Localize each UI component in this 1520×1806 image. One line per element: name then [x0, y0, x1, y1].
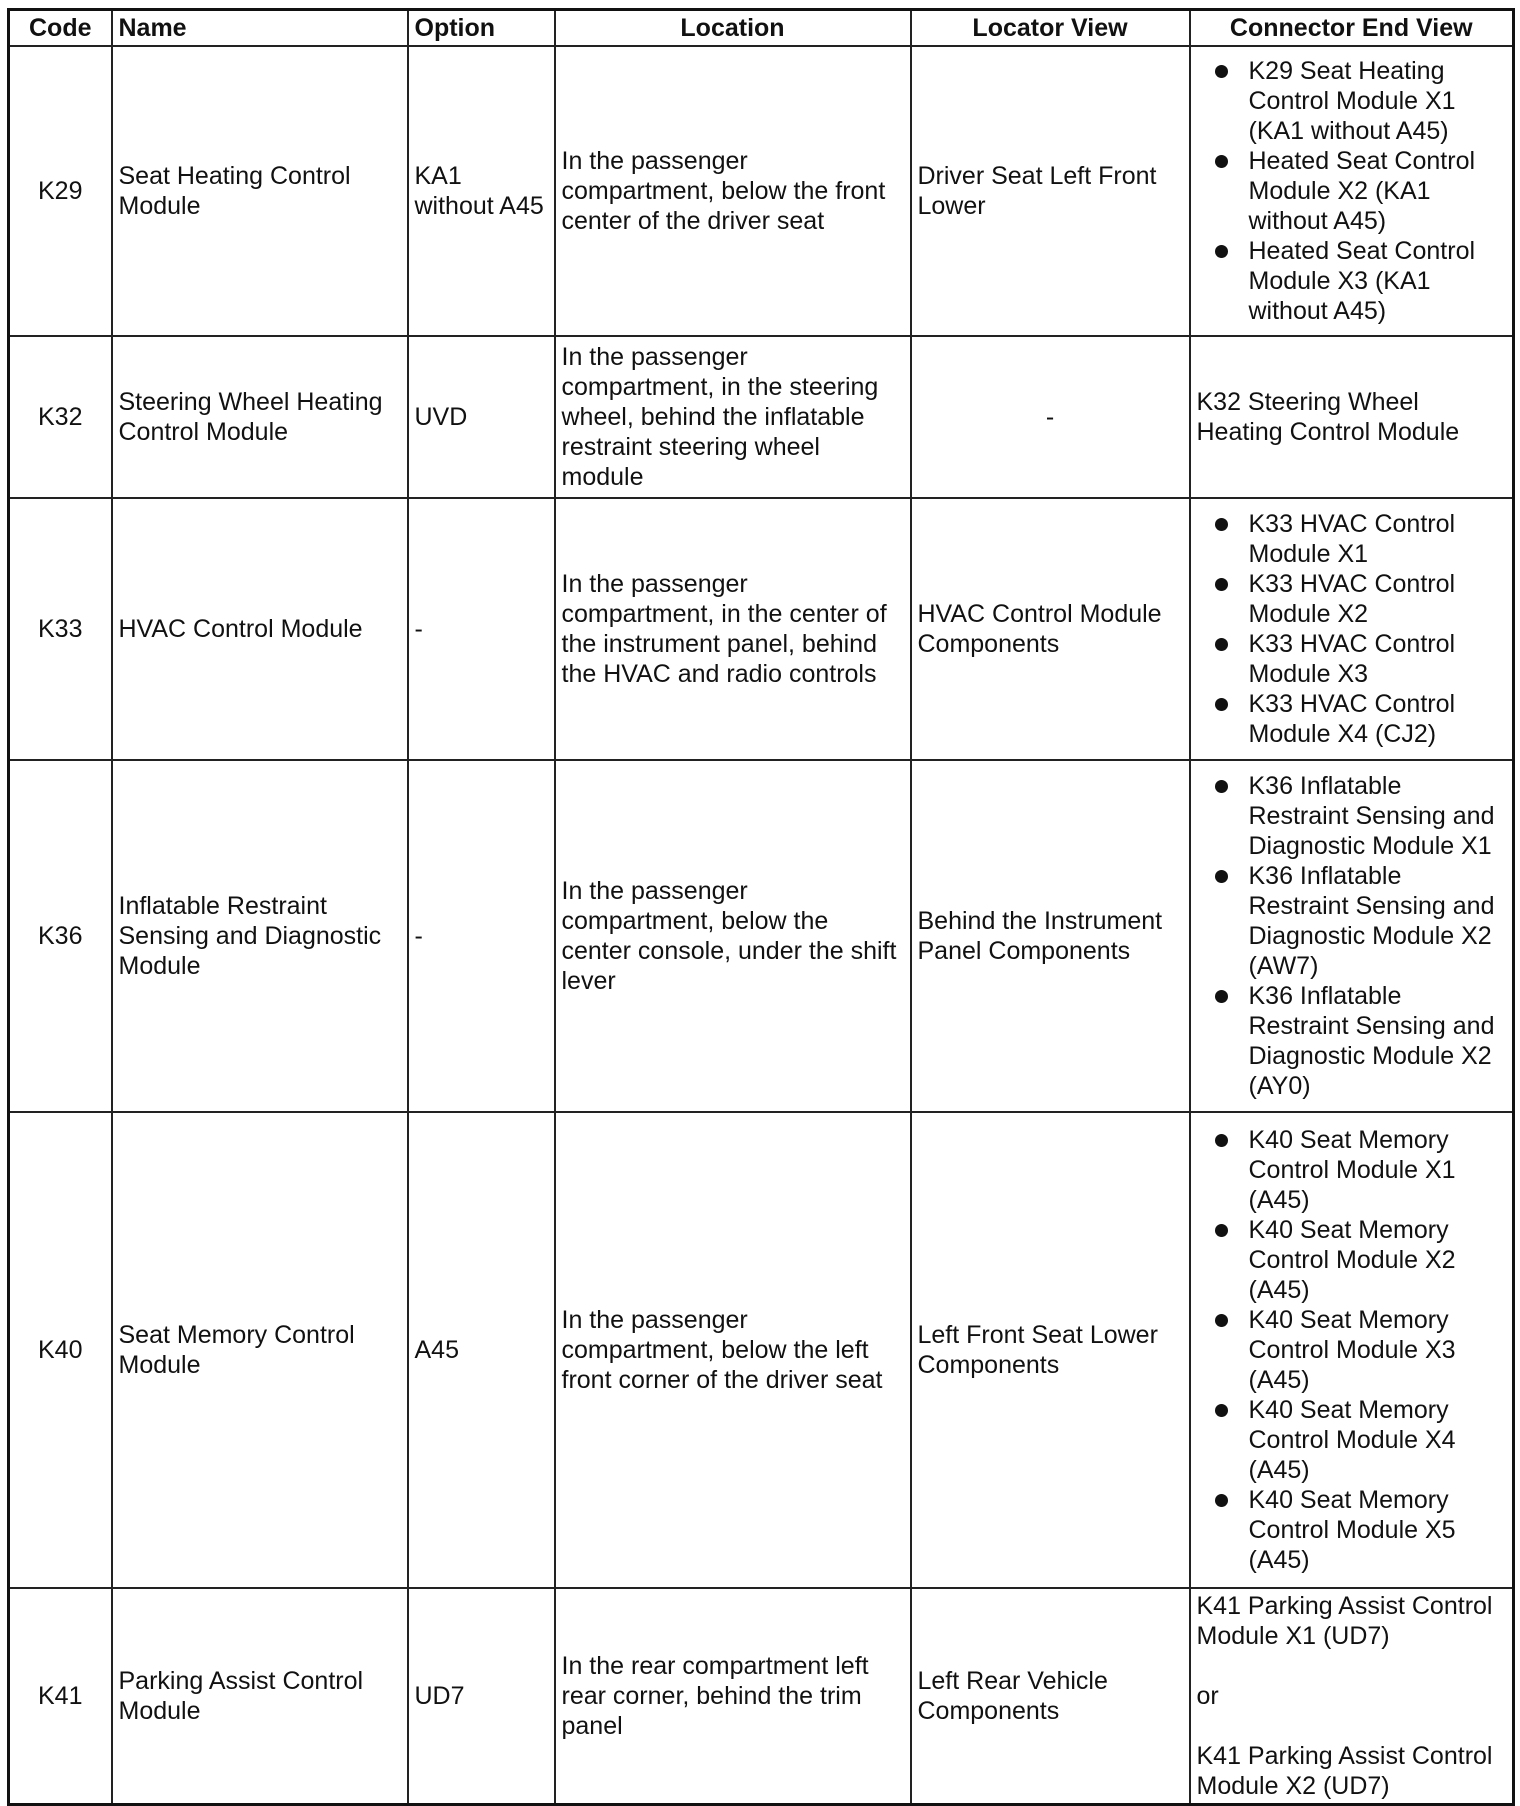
connector-list: [1197, 509, 1507, 749]
row-code: K41: [9, 1588, 112, 1805]
row-option: -: [408, 760, 555, 1112]
spacer: [1197, 1711, 1507, 1741]
connector-link[interactable]: K40 Seat Memory Control Module X2 (A45): [1248, 1216, 1456, 1304]
bullet-icon: [1215, 1404, 1228, 1417]
connector-link[interactable]: K32 Steering Wheel Heating Control Module: [1196, 388, 1460, 446]
row-option: -: [408, 498, 555, 760]
table-row: [9, 1112, 1514, 1588]
bullet-icon: [1215, 1314, 1228, 1327]
bullet-icon: [1215, 870, 1228, 883]
table-row: [9, 336, 1514, 498]
connector-link[interactable]: K41 Parking Assist Control Module X2 (UD7): [1196, 1742, 1493, 1800]
row-connector-end-view: [1190, 336, 1514, 498]
bullet-icon: [1215, 1224, 1228, 1237]
header-connector-end-view: Connector End View: [1190, 10, 1514, 47]
row-connector-end-view: [1190, 46, 1514, 336]
row-location: In the passenger compartment, in the steering wheel, behind the inflatable restraint steering wheel module: [555, 336, 911, 498]
table-row: [9, 46, 1514, 336]
row-location: In the passenger compartment, in the center of the instrument panel, behind the HVAC and radio controls: [555, 498, 911, 760]
connector-item: [1197, 629, 1507, 689]
bullet-icon: [1215, 1134, 1228, 1147]
row-location: In the passenger compartment, below the center console, under the shift lever: [555, 760, 911, 1112]
connector-link[interactable]: K33 HVAC Control Module X4 (CJ2): [1248, 690, 1456, 748]
row-location: In the passenger compartment, below the front center of the driver seat: [555, 46, 911, 336]
connector-link[interactable]: K36 Inflatable Restraint Sensing and Diagnostic Module X2 (AW7): [1248, 862, 1495, 980]
bullet-icon: [1215, 155, 1228, 168]
row-locator-view: Left Front Seat Lower Components: [911, 1112, 1190, 1588]
row-locator-view: Behind the Instrument Panel Components: [911, 760, 1190, 1112]
row-name: HVAC Control Module: [112, 498, 408, 760]
connector-item: [1197, 689, 1507, 749]
spacer: [1197, 1651, 1507, 1681]
connector-link[interactable]: K36 Inflatable Restraint Sensing and Diagnostic Module X2 (AY0): [1248, 982, 1495, 1100]
connector-item: [1197, 1395, 1507, 1485]
row-name: Seat Memory Control Module: [112, 1112, 408, 1588]
connector-link[interactable]: K33 HVAC Control Module X2: [1248, 570, 1456, 628]
row-connector-end-view: [1190, 1588, 1514, 1805]
header-location: Location: [555, 10, 911, 47]
bullet-icon: [1215, 698, 1228, 711]
row-code: K32: [9, 336, 112, 498]
connector-item: [1197, 771, 1507, 861]
connector-link[interactable]: K41 Parking Assist Control Module X1 (UD7): [1196, 1592, 1493, 1650]
row-code: K33: [9, 498, 112, 760]
connector-item: [1197, 236, 1507, 326]
bullet-icon: [1215, 638, 1228, 651]
header-code: Code: [9, 10, 112, 47]
row-name: Parking Assist Control Module: [112, 1588, 408, 1805]
row-connector-end-view: [1190, 498, 1514, 760]
row-option: KA1 without A45: [408, 46, 555, 336]
row-locator-view: HVAC Control Module Components: [911, 498, 1190, 760]
bullet-icon: [1215, 65, 1228, 78]
connector-item: [1197, 1305, 1507, 1395]
row-locator-view: Left Rear Vehicle Components: [911, 1588, 1190, 1805]
row-location: In the passenger compartment, below the left front corner of the driver seat: [555, 1112, 911, 1588]
connector-link[interactable]: Heated Seat Control Module X2 (KA1 without A45): [1248, 147, 1476, 235]
row-option: A45: [408, 1112, 555, 1588]
row-option: UVD: [408, 336, 555, 498]
component-table-container: [7, 8, 1515, 1806]
connector-link[interactable]: K40 Seat Memory Control Module X5 (A45): [1248, 1486, 1456, 1574]
connector-list: [1197, 56, 1507, 326]
table-header-row: [9, 10, 1514, 47]
row-option: UD7: [408, 1588, 555, 1805]
connector-item: [1197, 56, 1507, 146]
row-location: In the rear compartment left rear corner, behind the trim panel: [555, 1588, 911, 1805]
header-locator-view: Locator View: [911, 10, 1190, 47]
row-code: K40: [9, 1112, 112, 1588]
row-name: Steering Wheel Heating Control Module: [112, 336, 408, 498]
bullet-icon: [1215, 1494, 1228, 1507]
connector-link[interactable]: K33 HVAC Control Module X1: [1248, 510, 1456, 568]
connector-link[interactable]: K29 Seat Heating Control Module X1 (KA1 without A45): [1248, 57, 1456, 145]
table-row: [9, 498, 1514, 760]
connector-item: [1197, 146, 1507, 236]
row-code: K29: [9, 46, 112, 336]
table-row: [9, 1588, 1514, 1805]
row-connector-end-view: [1190, 760, 1514, 1112]
connector-link[interactable]: K40 Seat Memory Control Module X4 (A45): [1248, 1396, 1456, 1484]
header-name: Name: [112, 10, 408, 47]
connector-or-text: or: [1196, 1682, 1219, 1710]
table-row: [9, 760, 1514, 1112]
bullet-icon: [1215, 578, 1228, 591]
connector-list: [1197, 771, 1507, 1101]
connector-item: [1197, 1125, 1507, 1215]
connector-link[interactable]: Heated Seat Control Module X3 (KA1 without A45): [1248, 237, 1476, 325]
row-locator-view: -: [911, 336, 1190, 498]
row-code: K36: [9, 760, 112, 1112]
row-name: Inflatable Restraint Sensing and Diagnostic Module: [112, 760, 408, 1112]
header-option: Option: [408, 10, 555, 47]
connector-item: [1197, 569, 1507, 629]
connector-list: [1197, 1125, 1507, 1575]
bullet-icon: [1215, 990, 1228, 1003]
component-locator-table: [7, 8, 1515, 1806]
connector-link[interactable]: K33 HVAC Control Module X3: [1248, 630, 1456, 688]
connector-item: [1197, 861, 1507, 981]
row-locator-view: Driver Seat Left Front Lower: [911, 46, 1190, 336]
bullet-icon: [1215, 245, 1228, 258]
bullet-icon: [1215, 518, 1228, 531]
connector-item: [1197, 1215, 1507, 1305]
connector-item: [1197, 1485, 1507, 1575]
connector-item: [1197, 509, 1507, 569]
connector-link[interactable]: K36 Inflatable Restraint Sensing and Diagnostic Module X1: [1248, 772, 1495, 860]
row-connector-end-view: [1190, 1112, 1514, 1588]
connector-link[interactable]: K40 Seat Memory Control Module X1 (A45): [1248, 1126, 1456, 1214]
bullet-icon: [1215, 780, 1228, 793]
row-name: Seat Heating Control Module: [112, 46, 408, 336]
connector-link[interactable]: K40 Seat Memory Control Module X3 (A45): [1248, 1306, 1456, 1394]
connector-item: [1197, 981, 1507, 1101]
